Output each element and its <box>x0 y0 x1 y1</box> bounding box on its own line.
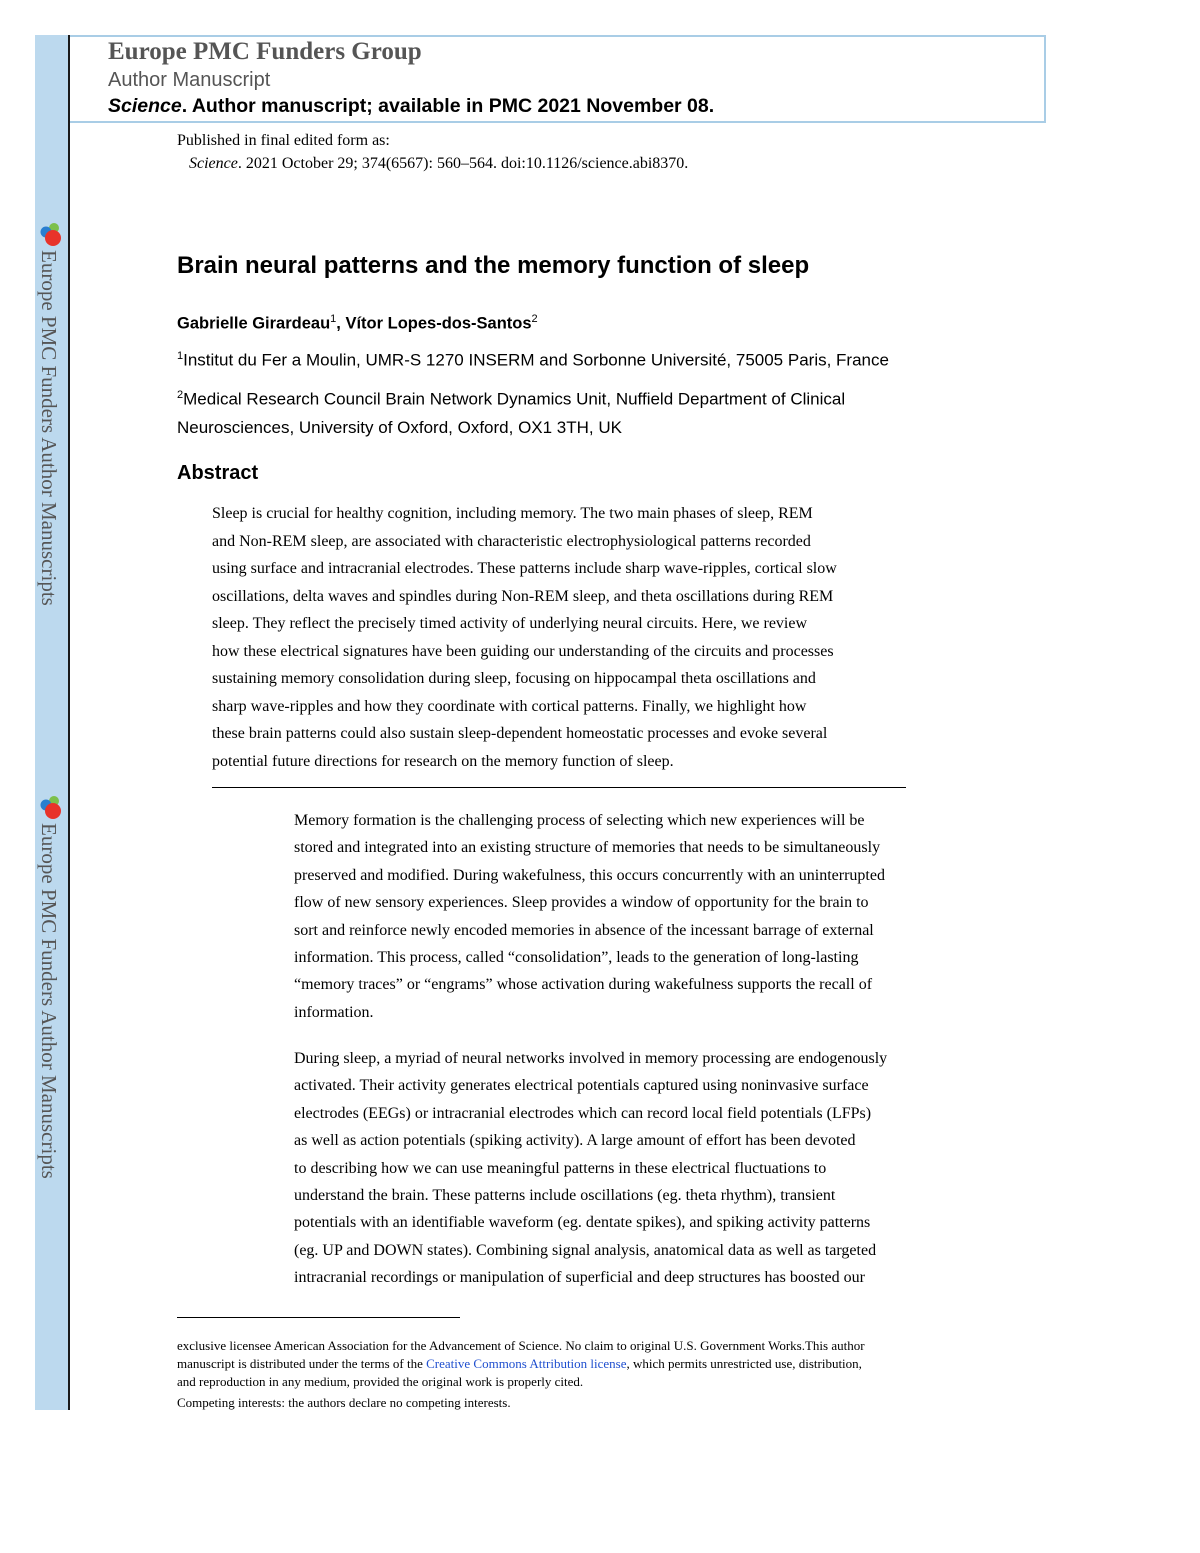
vertical-label-bottom: Europe PMC Funders Author Manuscripts <box>37 823 61 1179</box>
sidebar-divider <box>68 35 70 1410</box>
affiliation-marker: 2 <box>531 313 538 325</box>
availability-text: . Author manuscript; available in PMC 2021 November 08. <box>181 95 715 117</box>
text-line: stored and integrated into an existing structure of memories that needs to be simultaneously <box>294 839 881 857</box>
text-line: understand the brain. These patterns include oscillations (eg. theta rhythm), transient <box>294 1187 836 1205</box>
footnote-text: manuscript is distributed under the terms of the <box>177 1356 427 1371</box>
text-line: potentials with an identifiable waveform (eg. dentate spikes), and spiking activity patterns <box>294 1214 871 1232</box>
affiliation-marker: 1 <box>330 313 337 325</box>
text-line: sleep. They reflect the precisely timed activity of underlying neural circuits. Here, we review <box>212 615 808 632</box>
affiliation-marker: 1 <box>177 350 184 362</box>
text-line: as well as action potentials (spiking activity). A large amount of effort has been devoted <box>294 1132 856 1150</box>
europe-pmc-logo-icon <box>37 795 65 821</box>
text-line: (eg. UP and DOWN states). Combining signal analysis, anatomical data as well as targeted <box>294 1241 877 1259</box>
affiliation-2 <box>177 381 845 442</box>
text-line: intracranial recordings or manipulation of superficial and deep structures has boosted our <box>294 1269 865 1287</box>
funders-group-title: Europe PMC Funders Group <box>108 38 422 65</box>
text-line: potential future directions for research on the memory function of sleep. <box>212 752 674 770</box>
text-line: activated. Their activity generates electrical potentials captured using noninvasive surface <box>294 1077 869 1095</box>
article-title: Brain neural patterns and the memory function of sleep <box>177 252 810 279</box>
abstract-text <box>212 500 837 775</box>
text-line: sustaining memory consolidation during sleep, focusing on hippocampal theta oscillations and <box>212 670 816 687</box>
affiliation-text: Medical Research Council Brain Network Dynamics Unit, Nuffield Department of Clinical <box>183 389 846 409</box>
text-line: to describing how we can use meaningful patterns in these electrical fluctuations to <box>294 1159 827 1177</box>
cc-license-link[interactable]: Creative Commons Attribution license <box>426 1356 627 1371</box>
affiliation-marker: 2 <box>177 389 184 401</box>
competing-label: Competing interests: <box>177 1395 285 1410</box>
author-list <box>177 313 538 334</box>
author-name: Gabrielle Girardeau <box>177 314 331 333</box>
competing-interests <box>177 1395 511 1411</box>
text-line: sharp wave-ripples and how they coordinate with cortical patterns. Finally, we highlight how <box>212 697 807 715</box>
footnote-line <box>177 1355 865 1373</box>
text-line: and Non-REM sleep, are associated with characteristic electrophysiological patterns recorded <box>212 532 811 550</box>
text-line: flow of new sensory experiences. Sleep provides a window of opportunity for the brain to <box>294 894 869 912</box>
abstract-separator <box>212 787 906 788</box>
text-line: preserved and modified. During wakefulness, this occurs concurrently with an uninterrupted <box>294 866 885 884</box>
text-line: how these electrical signatures have been guiding our understanding of the circuits and processes <box>212 642 834 660</box>
citation-text: . 2021 October 29; 374(6567): 560–564. doi:10.1126/science.abi8370. <box>237 155 689 172</box>
text-line: these brain patterns could also sustain sleep-dependent homeostatic processes and evoke several <box>212 725 828 742</box>
body-paragraph-2 <box>294 1045 887 1292</box>
footnote-rule <box>177 1317 460 1318</box>
body-paragraph-1 <box>294 807 885 1026</box>
author-name: , Vítor Lopes-dos-Santos <box>336 314 532 333</box>
text-line: Memory formation is the challenging process of selecting which new experiences will be <box>294 812 865 829</box>
license-footnote <box>177 1337 865 1391</box>
affiliation-text: Institut du Fer a Moulin, UMR-S 1270 INSERM and Sorbonne Université, 75005 Paris, France <box>183 350 889 370</box>
manuscript-type: Author Manuscript <box>108 69 271 91</box>
text-line: oscillations, delta waves and spindles during Non-REM sleep, and theta oscillations during REM <box>212 587 834 605</box>
text-line: During sleep, a myriad of neural networks involved in memory processing are endogenously <box>294 1050 888 1067</box>
citation-journal: Science <box>189 155 238 172</box>
text-line: sort and reinforce newly encoded memories in absence of the incessant barrage of external <box>294 921 874 939</box>
footnote-line: exclusive licensee American Association for the Advancement of Science. No claim to original U.S. Government Works.This author <box>177 1338 865 1353</box>
published-intro: Published in final edited form as: <box>177 132 390 149</box>
availability-line <box>108 95 714 118</box>
citation-line <box>189 155 688 173</box>
footnote-line: and reproduction in any medium, provided the original work is properly cited. <box>177 1374 584 1389</box>
text-line: electrodes (EEGs) or intracranial electrodes which can record local field potentials (LFPs) <box>294 1104 872 1122</box>
vertical-label-top: Europe PMC Funders Author Manuscripts <box>37 250 61 606</box>
affiliation-text: Neurosciences, University of Oxford, Oxford, OX1 3TH, UK <box>177 417 622 437</box>
abstract-heading: Abstract <box>177 462 259 484</box>
competing-text: the authors declare no competing interests. <box>284 1395 511 1410</box>
footnote-text: , which permits unrestricted use, distribution, <box>626 1356 862 1371</box>
journal-name: Science <box>108 95 182 117</box>
text-line: “memory traces” or “engrams” whose activation during wakefulness supports the recall of <box>294 976 873 994</box>
europe-pmc-logo-icon <box>37 222 65 248</box>
affiliation-1 <box>177 342 889 375</box>
text-line: using surface and intracranial electrodes. These patterns include sharp wave-ripples, cortical slow <box>212 560 837 577</box>
text-line: information. This process, called “consolidation”, leads to the generation of long-lasting <box>294 949 859 967</box>
text-line: Sleep is crucial for healthy cognition, including memory. The two main phases of sleep, REM <box>212 505 813 522</box>
text-line: information. <box>294 1003 374 1021</box>
